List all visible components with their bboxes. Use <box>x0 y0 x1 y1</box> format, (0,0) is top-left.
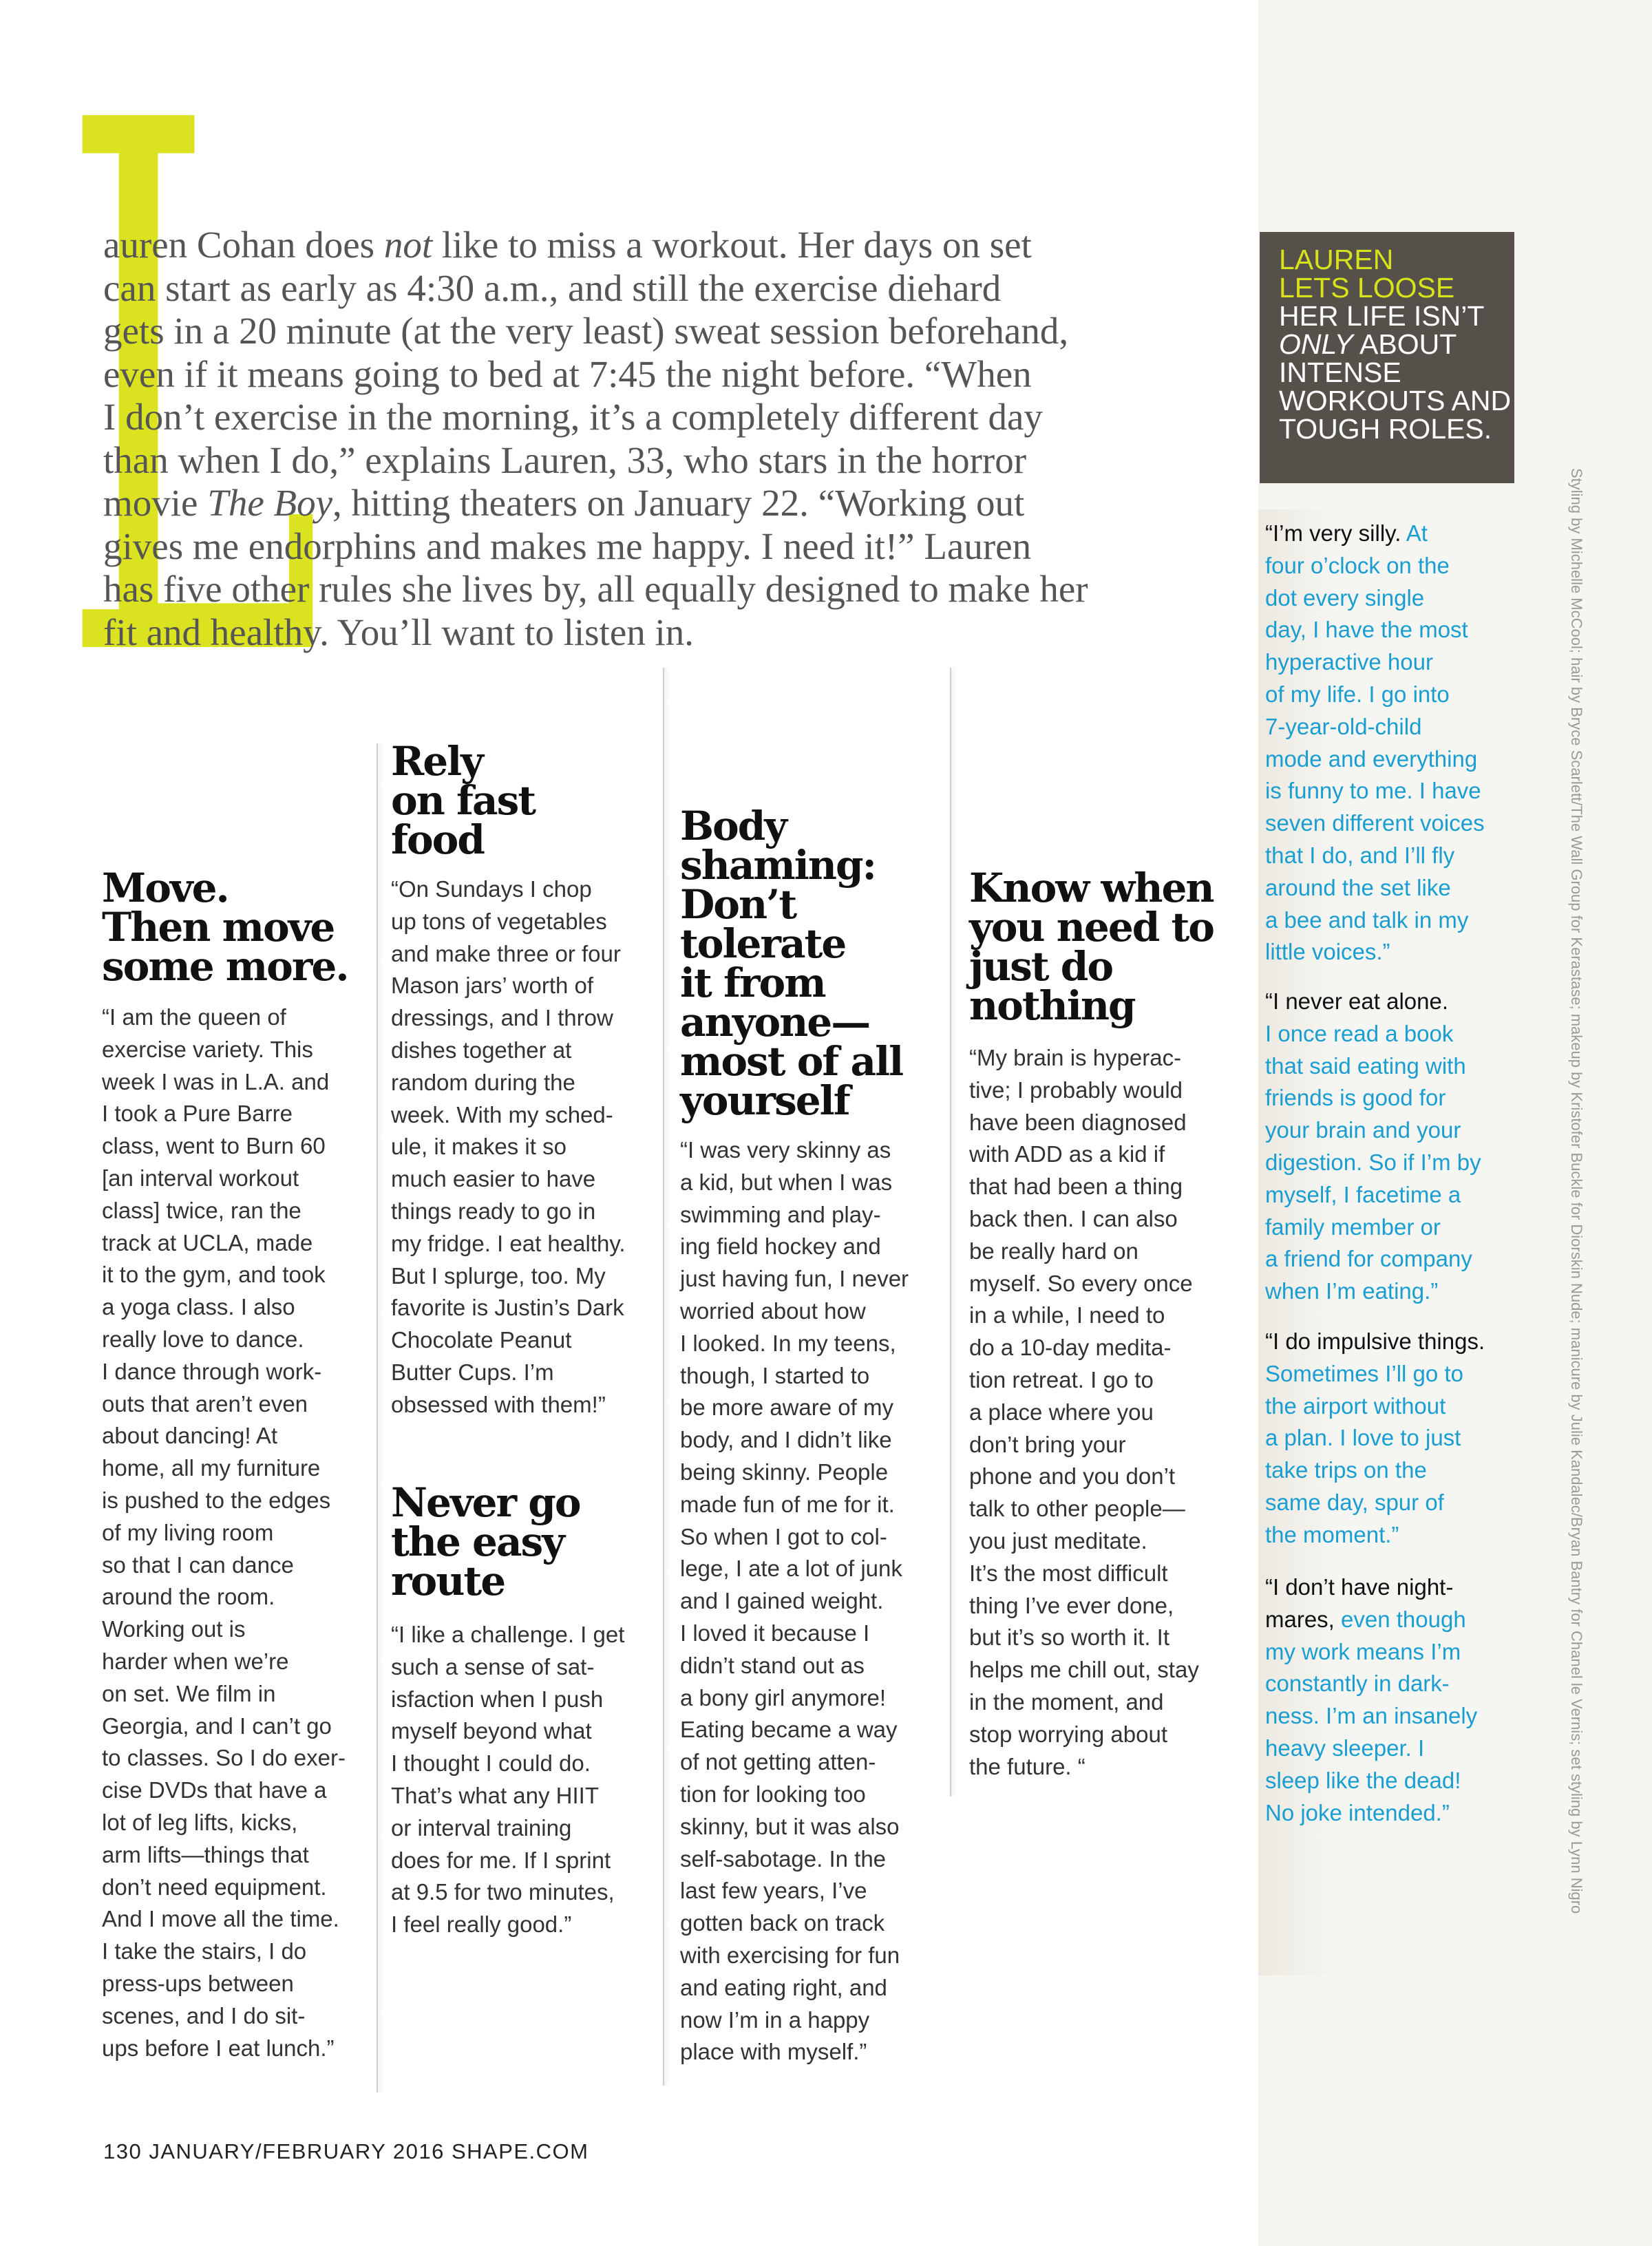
section-easy-route <box>391 1479 666 1941</box>
intro-emphasis: not <box>383 224 433 266</box>
quote-body: even though my work means I’m constantly in dark- ness. I’m an insanely heavy sleeper. I sleep like the dead! No joke intended.” <box>1265 1606 1478 1825</box>
quote-lead: “I do impulsive things. <box>1265 1328 1485 1354</box>
intro-lead: auren Cohan does <box>103 224 384 266</box>
sidebar-quote <box>1265 518 1523 968</box>
sidebar-deck-line: HER LIFE ISN’T <box>1279 300 1485 332</box>
sidebar-kicker: LAUREN <box>1279 244 1394 275</box>
section-body: “I am the queen of exercise variety. This week I was in L.A. and I took a Pure Barre class, went to Burn 60 [an interval workout class] twice, ran the track at UCLA, made it to the gym, and took a yoga class. I also really love to dance. I dance through work- outs that aren’t even about dancing! At home, all my furniture is pushed to the edges of my living room so that I can dance around the room. Working out is harder when we’re on set. We film in Georgia, and I can’t go to classes. So I do exer- cise DVDs that have a lot of leg lifts, kicks, arm lifts—things that don’t need equipment. And I move all the time. I take the stairs, I do press-ups between scenes, and I do sit- ups before I eat lunch.” <box>102 1004 346 2061</box>
section-do-nothing <box>969 865 1245 1783</box>
section-heading: Know when you need to just do nothing <box>969 865 1214 1029</box>
section-body: “I was very skinny as a kid, but when I was swimming and play- ing field hockey and just having fun, I never worried about how I looked. In my teens, though, I started to be more aware of my body, and I didn’t like being skinny. People made fun of me for it. So when I got to col- lege, I ate a lot of junk and I gained weight. I loved it because I didn’t stand out as a bony girl anymore! Eating became a way of not getting atten- tion for looking too skinny, but it was also self-sabotage. In the last few years, I’ve gotten back on track with exercising for fun and eating right, and now I’m in a happy place with myself.” <box>680 1137 909 2065</box>
section-body-shaming <box>680 803 955 2068</box>
sidebar-deck-rest: ABOUT <box>1353 328 1457 360</box>
section-body: “On Sundays I chop up tons of vegetables and make three or four Mason jars’ worth of dressings, and I throw dishes together at random during the week. With my sched- ule, it makes it so much easier to have things ready to go in my fridge. I eat healthy. But I splurge, too. My favorite is Justin’s Dark Chocolate Peanut Butter Cups. I’m obsessed with them!” <box>391 876 626 1417</box>
sidebar-quote <box>1265 986 1523 1308</box>
quote-lead: “I don’t have night- mares, <box>1265 1574 1454 1632</box>
sidebar-quote <box>1265 1326 1523 1551</box>
section-body: “I like a challenge. I get such a sense of sat- isfaction when I push myself beyond what I thought I could do. That’s what any HIIT or interval training does for me. If I sprint at 9.5 for two minutes, I feel really good.” <box>391 1622 625 1938</box>
sidebar-deck-line: WORKOUTS AND <box>1279 385 1512 416</box>
intro-body-2: , hitting theaters on January 22. “Working out gives me endorphins and makes me happy. I need it!” Lauren has five other rules she lives by, all equally designed to make her fit and healthy. You’ll want to listen in. <box>103 482 1088 653</box>
sidebar-title-box <box>1260 232 1514 483</box>
quote-body: I once read a book that said eating with friends is good for your brain and your digestion. So if I’m by myself, I facetime a family member or a friend for company when I’m eating.” <box>1265 1020 1481 1304</box>
sidebar-deck-line: TOUGH ROLES. <box>1279 413 1492 445</box>
section-heading: Rely on fast food <box>391 738 536 863</box>
section-move <box>102 865 377 2064</box>
intro-movie-title: The Boy <box>207 482 332 524</box>
sidebar-deck-line <box>1279 330 1514 359</box>
sidebar-deck-emphasis: ONLY <box>1279 328 1353 360</box>
sidebar-deck <box>1279 302 1514 443</box>
quote-body: Sometimes I’ll go to the airport without a plan. I love to just take trips on the same day, spur of the moment.” <box>1265 1360 1463 1547</box>
section-heading: Body shaming: Don’t tolerate it from anyone— most of all yourself <box>680 803 903 1124</box>
quote-lead: “I never eat alone. <box>1265 988 1448 1014</box>
quote-body: At four o’clock on the dot every single day, I have the most hyperactive hour of my life. I go into 7-year-old-child mode and everything is funny to me. I have seven different voices that I do, and I’ll fly around the set like a bee and talk in my little voices.” <box>1265 520 1485 965</box>
intro-body-1: like to miss a workout. Her days on set can start as early as 4:30 a.m., and still the exercise diehard gets in a 20 minute (at the very least) sweat session beforehand, even if it means going to bed at 7:45 the night before. “When I don’t exercise in the morning, it’s a completely different day than when I do,” explains Lauren, 33, who stars in the horror movie <box>103 224 1069 524</box>
section-heading: Move. Then move some more. <box>102 865 348 990</box>
sidebar-quote <box>1265 1571 1523 1829</box>
sidebar-deck-line: INTENSE <box>1279 357 1401 388</box>
section-fast-food <box>391 738 666 1421</box>
photo-credit: Styling by Michelle McCool; hair by Bryce Scarlett/The Wall Group for Kerastase; makeup by Kristofer Buckle for Diorskin Nude; manicure by Julie Kandalec/Bryan Bantry for Chanel le Vernis; set styling by Lynn Nigro <box>1568 468 1585 1914</box>
page-folio: 130 JANUARY/FEBRUARY 2016 SHAPE.COM <box>103 2139 589 2163</box>
section-heading: Never go the easy route <box>391 1479 580 1604</box>
section-body: “My brain is hyperac- tive; I probably would have been diagnosed with ADD as a kid if that had been a thing back then. I can also be really hard on myself. So every once in a while, I need to do a 10-day medita- tion retreat. I go to a place where you don’t bring your phone and you don’t talk to other people— you just meditate. It’s the most difficult thing I’ve ever done, but it’s so worth it. It helps me chill out, stay in the moment, and stop worrying about the future. “ <box>969 1045 1199 1779</box>
sidebar-kicker: LETS LOOSE <box>1279 272 1455 304</box>
quote-lead: “I’m very silly. <box>1265 520 1401 546</box>
intro-paragraph <box>103 224 1218 654</box>
drop-cap-glyph: L <box>61 103 322 661</box>
